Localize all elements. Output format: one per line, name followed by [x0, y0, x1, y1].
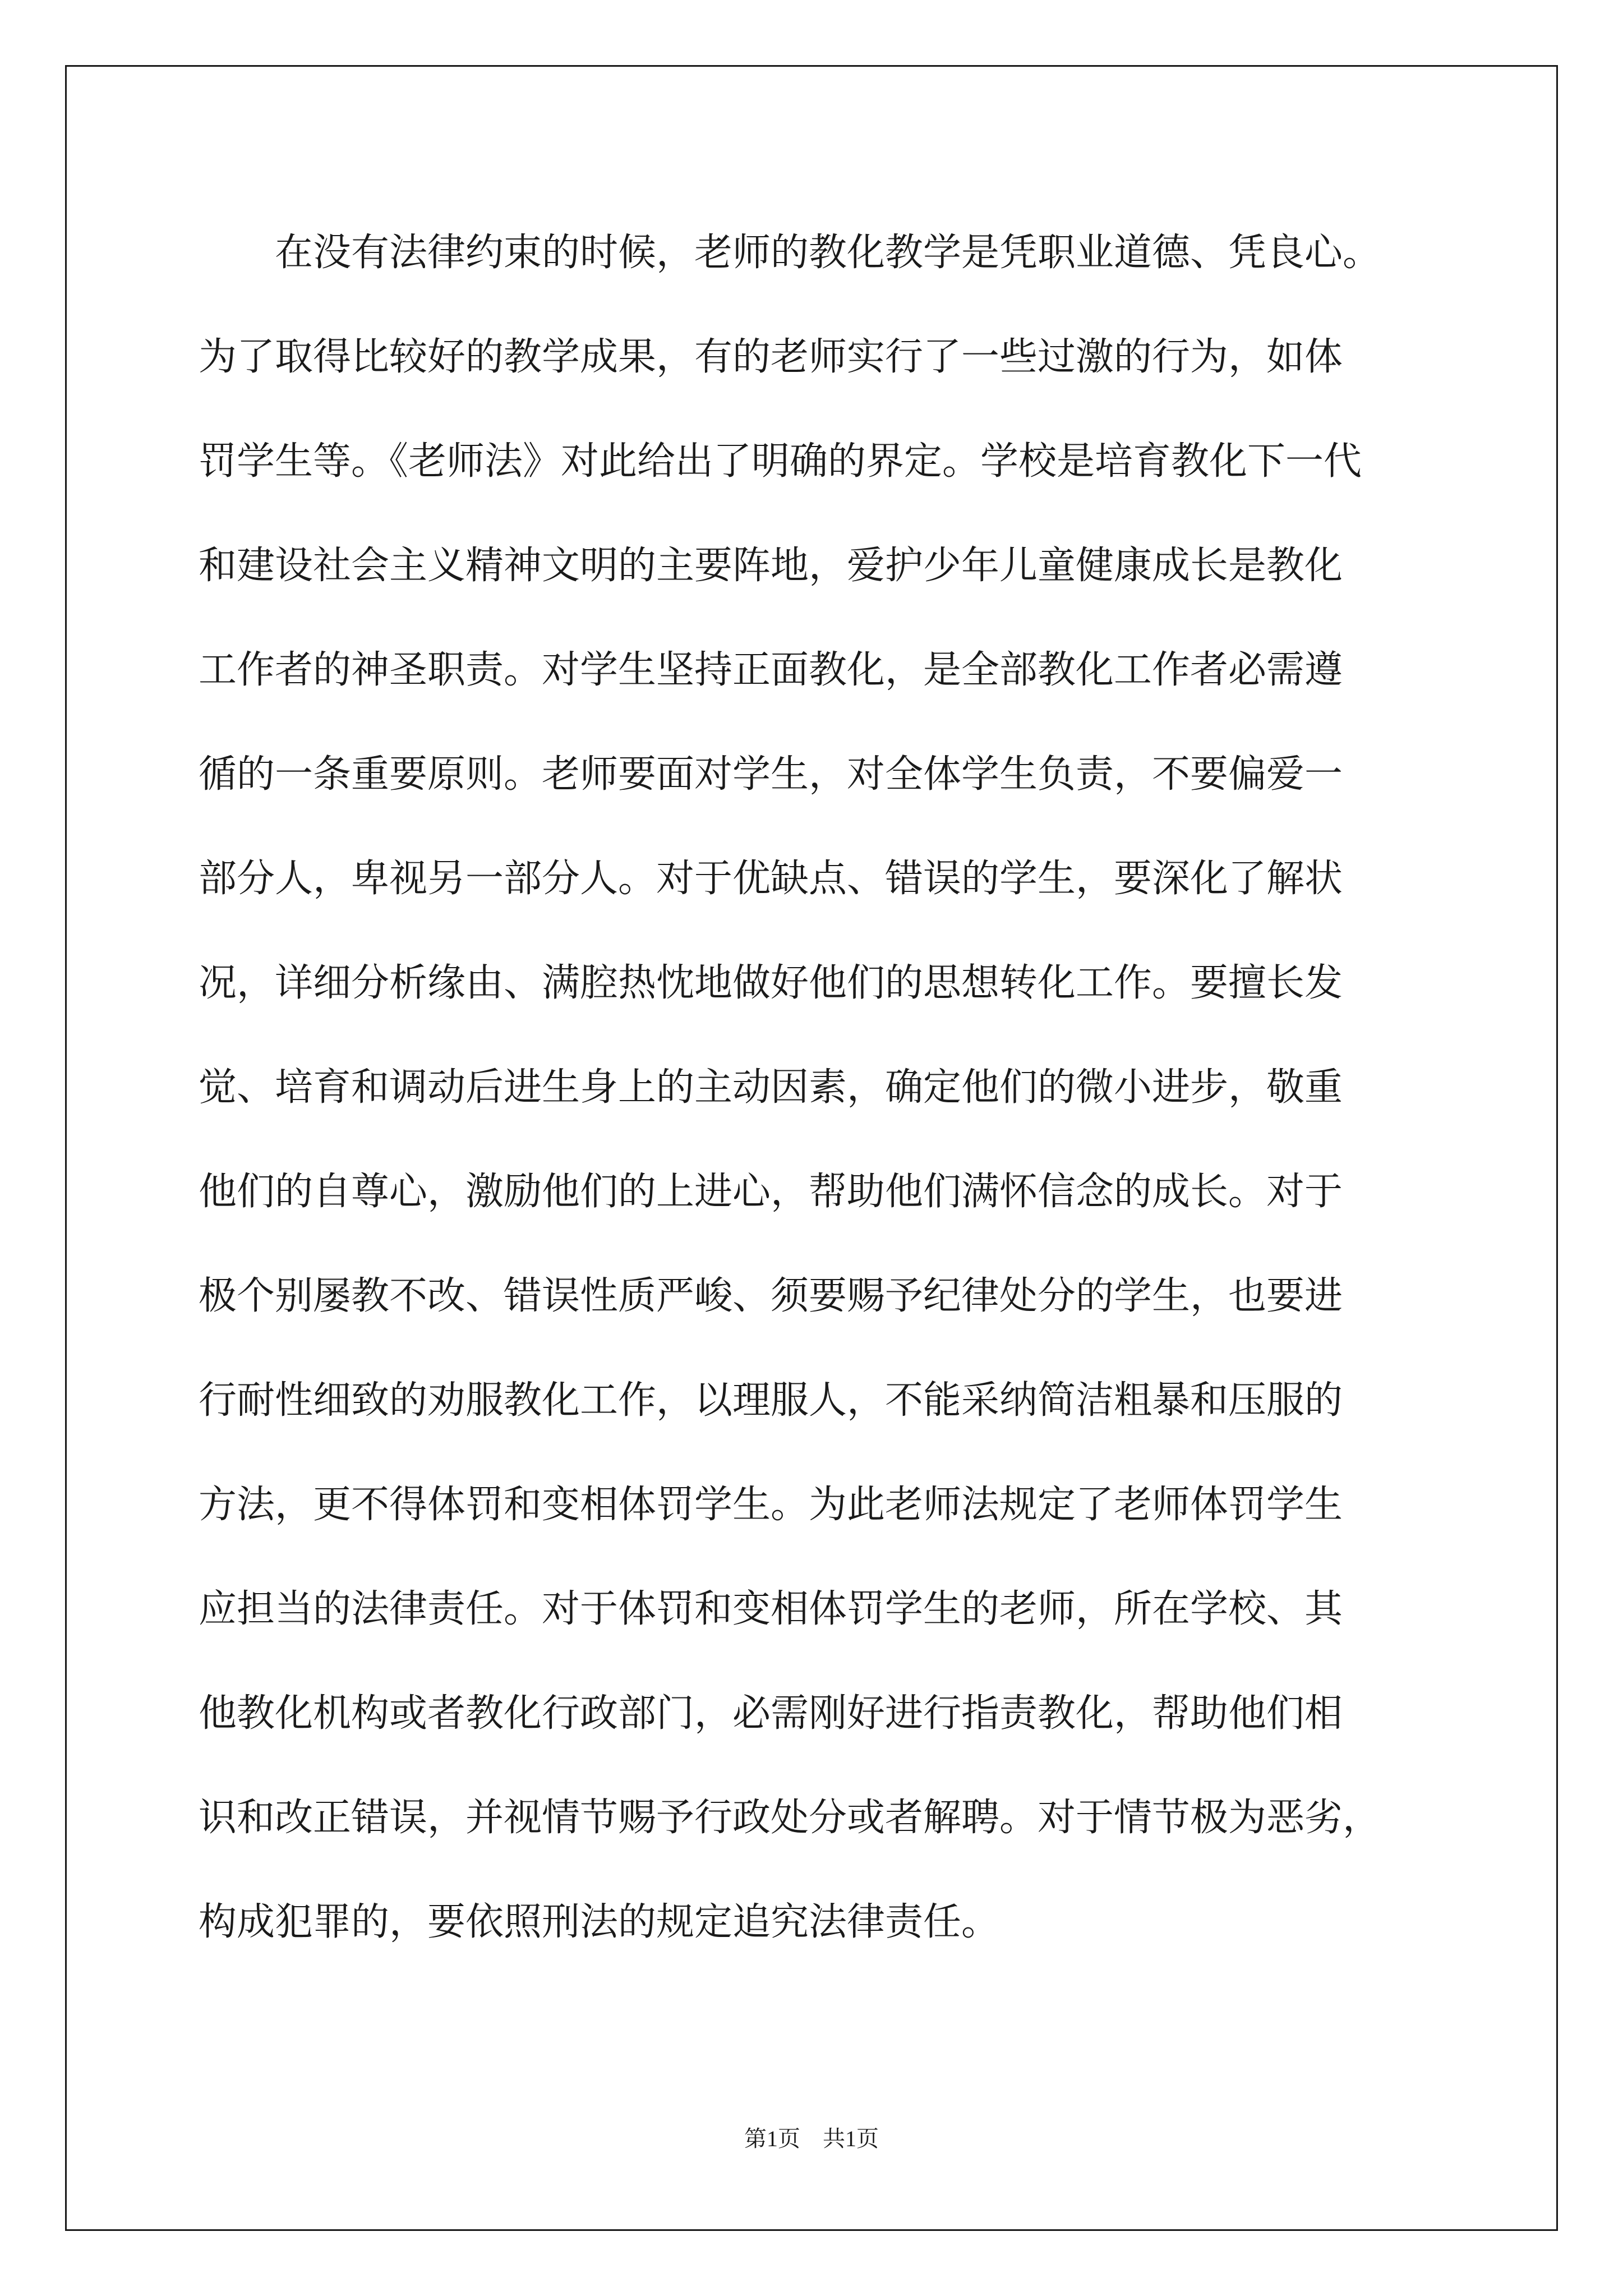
page-footer: 第1页 共1页 [744, 2126, 879, 2151]
body-paragraph: 在没有法律约束的时候，老师的教化教学是凭职业道德、凭良心。 为了取得比较好的教学成果，有的老师实行了一些过激的行为，如体 罚学生等。《老师法》对此给出了明确的界定。学校是培育教化下一代 和建设社会主义精神文明的主要阵地，爱护少年儿童健康成长是教化 工作者的神圣职责。对学生坚持正面教化，是全部教化工作者必需遵 循的一条重要原则。老师要面对学生，对全体学生负责，不要偏爱一 部分人，卑视另一部分人。对于优缺点、错误的学生，要深化了解状 况，详细分析缘由、满腔热忱地做好他们的思想转化工作。要擅长发 觉、培育和调动后进生身上的主动因素，确定他们的微小进步，敬重 他们的自尊心，激励他们的上进心，帮助他们满怀信念的成长。对于 极个别屡教不改、错误性质严峻、须要赐予纪律处分的学生，也要进 行耐性细致的劝服教化工作，以理服人，不能采纳简洁粗暴和压服的 方法，更不得体罚和变相体罚学生。为此老师法规定了老师体罚学生 应担当的法律责任。对于体罚和变相体罚学生的老师，所在学校、其 他教化机构或者教化行政部门，必需刚好进行指责教化，帮助他们相 识和改正错误，并视情节赐予行政处分或者解聘。对于情节极为恶劣， 构成犯罪的，要依照刑法的规定追究法律责任。 [199, 231, 1381, 1944]
